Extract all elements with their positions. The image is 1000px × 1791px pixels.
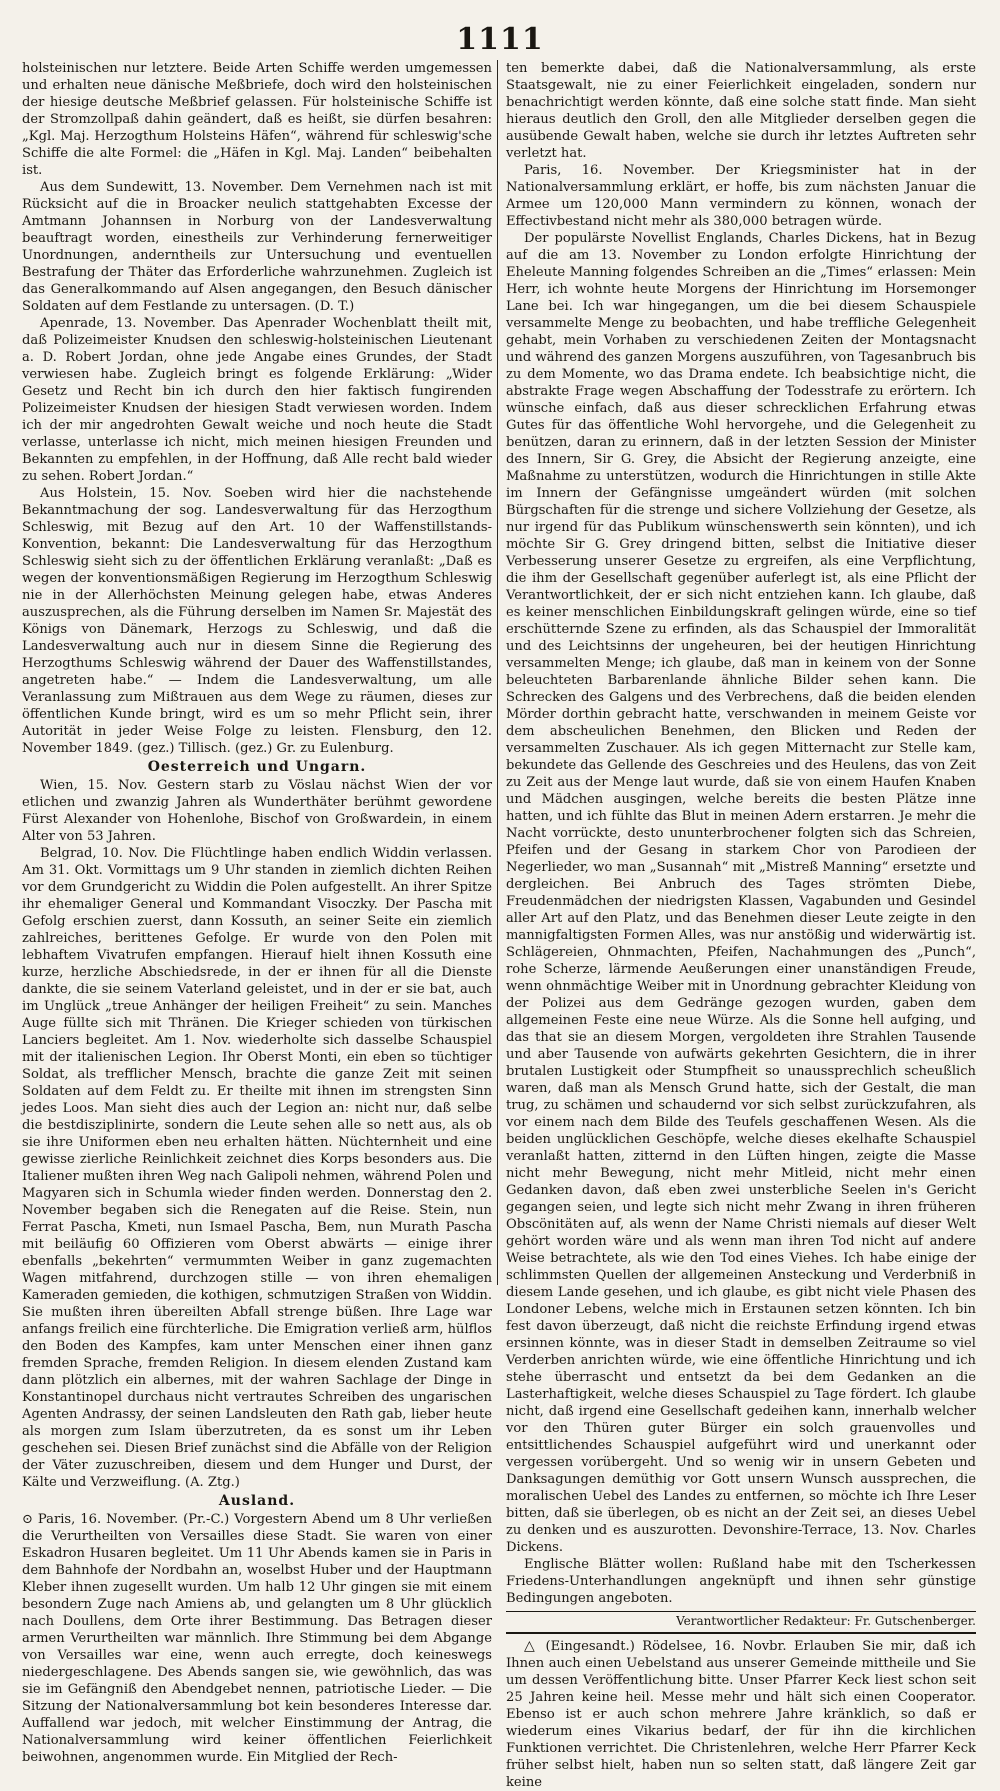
article-paragraph: Paris, 16. November. Der Kriegsminister hat in der Nationalversammlung erklärt, er hoffe, bis zum nächsten Januar die Armee um 120,000 Mann vermindern zu können, wonach der Effectivbestand nicht mehr als 380,000 betragen würde.	[506, 163, 976, 229]
triangle-icon: △	[524, 1638, 539, 1654]
article-paragraph: Der populärste Novellist Englands, Charles Dickens, hat in Bezug auf die am 13. November zu London erfolgte Hinrichtung der Eheleute Manning folgendes Schreiben an die „Times“ erlassen: Mein Herr, ich wohnte heute Morgens der Hinrichtung im Horsemonger Lane bei. Ich war hingegangen, um die bei diesem Schauspiele versammelte Menge zu beobachten, und habe treffliche Gelegenheit gehabt, mein Vorhaben zu verschiedenen Zeiten der Montagsnacht und während des ganzen Morgens auszuführen, von Tagesanbruch bis zu dem Momente, wo das Drama endete. Ich beabsichtige nicht, die abstrakte Frage wegen Abschaffung der Todesstrafe zu erörtern. Ich wünsche einfach, daß aus dieser schrecklichen Erfahrung etwas Gutes für das öffentliche Wohl hervorgehe, und die Gelegenheit zu benützen, daran zu erinnern, daß in der letzten Session der Minister des Innern, Sir G. Grey, die Absicht der Regierung anzeigte, eine Maßnahme zu unterstützen, wodurch die Hinrichtungen in stille Akte im Innern der Gefängnisse umgeändert würden (mit solchen Bürgschaften für die strenge und sichere Vollziehung der Gesetze, als nur irgend für das Publikum wünschenswerth sein könnten), und ich möchte Sir G. Grey dringend bitten, selbst die Initiative dieser Verbesserung unserer Gesetze zu ergreifen, als eine Verpflichtung, die ihm der Gesellschaft gegenüber auferlegt ist, als eine Pflicht der Verantwortlichkeit, der er sich nicht entziehen kann. Ich glaube, daß es keiner menschlichen Einbildungskraft gelingen würde, eine so tief erschütternde Szene zu erfinden, als das Schauspiel der Immoralität und des Leichtsinns der ungeheuren, bei der heutigen Hinrichtung versammelten Menge; ich glaube, daß man in keinem von der Sonne beleuchteten Barbarenlande ähnliche Bilder sehen kann. Die Schrecken des Galgens und des Verbrechens, daß die beiden elenden Mörder dorthin gebracht hatte, verschwanden in meinem Geiste vor dem abscheulichen Benehmen, den Blicken und Reden der versammelten Zuschauer. Als ich gegen Mitternacht zur Stelle kam, bekundete das Gellende des Geschreies und des Heulens, das von Zeit zu Zeit aus der Menge laut wurde, daß sie von einem Haufen Knaben und Mädchen ausgingen, welche bereits die besten Plätze inne hatten, und ich fühlte das Blut in meinen Adern erstarren. Je mehr die Nacht vorrückte, desto ununterbrochener folgten sich das Schreien, Pfeifen und der Gesang in starkem Chor von Parodieen der Negerlieder, wo man „Susannah“ mit „Mistreß Manning“ ersetzte und dergleichen. Bei Anbruch des Tages strömten Diebe, Freudenmädchen der niedrigsten Klassen, Vagabunden und Gesindel aller Art auf den Platz, und das Benehmen dieser Leute zeigte in den mannigfaltigsten Formen Alles, was nur anstößig und widerwärtig ist. Schlägereien, Ohnmachten, Pfeifen, Nachahmungen des „Punch“, rohe Scherze, lärmende Aeußerungen einer unanständigen Freude, wenn ohnmächtige Weiber mit in Unordnung gebrachter Kleidung von der Polizei aus dem Gedränge gezogen wurden, gaben dem allgemeinen Feste eine neue Würze. Als die Sonne hell aufging, und das that sie an diesem Morgen, vergoldeten ihre Strahlen Tausende und aber Tausende von aufwärts gekehrten Gesichtern, die in ihrer brutalen Lustigkeit oder Stumpfheit so unaussprechlich scheußlich waren, daß man als Mensch Grund hatte, sich der Gestalt, die man trug, zu schämen und schaudernd vor sich selbst zurückzufahren, als vor einem nach dem Bilde des Teufels geschaffenen Wesen. Als die beiden unglücklichen Geschöpfe, welche dieses ekelhafte Schauspiel veranlaßt hatten, zitternd in den Lüften hingen, zeigte die Masse nicht mehr Bewegung, nicht mehr Mitleid, nicht mehr einen Gedanken davon, daß eben zwei unsterbliche Seelen in's Gericht gegangen seien, und legte sich nicht mehr Zwang in ihren früheren Obscönitäten auf, als wenn der Name Christi niemals auf dieser Welt gehört worden wäre und als wenn man ihren Tod nicht auf andere Weise betrachtete, als wie den Tod eines Viehes. Ich habe einige der schlimmsten Quellen der allgemeinen Ansteckung und Verderbniß in diesem Lande gesehen, und ich glaube, es gibt nicht viele Phasen des Londoner Lebens, welche mich in Erstaunen setzen könnten. Ich bin fest davon überzeugt, daß nicht die reichste Erfindung irgend etwas ersinnen könnte, was in dieser Stadt in demselben Zeitraume so viel Verderben anrichten würde, wie eine öffentliche Hinrichtung und ich stehe überrascht und entsetzt da bei dem Gedanken an die Lasterhaftigkeit, welche dieses Schauspiel zu Tage fördert. Ich glaube nicht, daß irgend eine Gesellschaft gedeihen kann, innerhalb welcher vor den Thüren guter Bürger ein solch grauenvolles und entsittlichendes Schauspiel aufgeführt wird und unerkannt oder vergessen vorübergeht. Und so wenig wir in unsern Gebeten und Danksagungen demüthig vor Gott unsern Wunsch aussprechen, die moralischen Uebel des Landes zu entfernen, so möchte ich Ihre Leser bitten, daß sie überlegen, ob es nicht an der Zeit sei, an dieses Uebel zu denken und es auszurotten. Devonshire-Terrace, 13. Nov. Charles Dickens.	[506, 231, 976, 1555]
article-text: (Eingesandt.) Rödelsee, 16. Novbr. Erlauben Sie mir, daß ich Ihnen auch einen Uebelstand aus unserer Gemeinde mittheile und Sie um dessen Veröffentlichung bitte. Unser Pfarrer Keck liest schon seit 25 Jahren keine heil. Messe mehr und hält sich einen Cooperator. Ebenso ist er auch schon mehrere Jahre kränklich, so daß er wiederum eines Vikarius bedarf, der für ihn die kirchlichen Funktionen verrichtet. Die Christenlehren, welche Herr Pfarrer Keck früher selbst hielt, haben nun so selten statt, daß längere Zeit gar keine	[506, 1639, 976, 1790]
article-paragraph: Aus dem Sundewitt, 13. November. Dem Vernehmen nach ist mit Rücksicht auf die in Broacker neulich stattgehabten Excesse der Amtmann Johannsen in Norburg von der Landesverwaltung beauftragt worden, einestheils zur Verhinderung fernerweitiger Unordnungen, anderntheils zur Untersuchung und eventuellen Bestrafung der Thäter das Erforderliche wahrzunehmen. Zugleich ist das Generalkommando auf Alsen angegangen, den Besuch dänischer Soldaten auf dem Festlande zu untersagen. (D. T.)	[22, 180, 492, 314]
separator-rule	[506, 1632, 976, 1634]
article-paragraph	[22, 1511, 492, 1766]
article-paragraph: Apenrade, 13. November. Das Apenrader Wochenblatt theilt mit, daß Polizeimeister Knudsen den schleswig-holsteinischen Lieutenant a. D. Robert Jordan, ohne jede Angabe eines Grundes, der Stadt verwiesen habe. Zugleich bringt es folgende Erklärung: „Wider Gesetz und Recht bin ich durch den hier faktisch fungirenden Polizeimeister Knudsen der hiesigen Stadt verwiesen worden. Indem ich der mir angedrohten Gewalt weiche und noch heute die Stadt verlasse, unterlasse ich nicht, mich meinen hiesigen Freunden und Bekannten zu empfehlen, in der Hoffnung, daß Alle recht bald wieder zu sehen. Robert Jordan.“	[22, 316, 492, 484]
column-divider	[497, 60, 498, 1285]
left-column	[22, 60, 493, 1765]
article-paragraph: Englische Blätter wollen: Rußland habe mit den Tscherkessen Friedens-Unterhandlungen angeknüpft und ihnen sehr günstige Bedingungen angeboten.	[506, 1557, 976, 1606]
section-header-ausland: Ausland.	[218, 1493, 296, 1509]
article-paragraph	[506, 1638, 976, 1791]
circle-dot-icon: ⊙	[22, 1512, 33, 1527]
separator-rule	[506, 1611, 976, 1612]
article-paragraph: Aus Holstein, 15. Nov. Soeben wird hier die nachstehende Bekanntmachung der sog. Landesverwaltung für das Herzogthum Schleswig, mit Bezug auf den Art. 10 der Waffenstillstands-Konvention, bekannt: Die Landesverwaltung für das Herzogthum Schleswig sieht sich zu der öffentlichen Erklärung veranlaßt: „Daß es wegen der konventionsmäßigen Regierung im Herzogthum Schleswig nie in der Allerhöchsten Meinung gelegen habe, etwas Anderes auszusprechen, als die Führung derselben im Namen Sr. Majestät des Königs von Dänemark, Herzogs zu Schleswig, und daß die Landesverwaltung auch nur in diesem Sinne die Regierung des Herzogthums Schleswig während der Dauer des Waffenstillstandes, angetreten habe.“ — Indem die Landesverwaltung, um alle Veranlassung zum Mißtrauen aus dem Wege zu räumen, dieses zur öffentlichen Kunde bringt, wird es um so mehr Pflicht sein, ihrer Autorität in jeder Weise Folge zu leisten. Flensburg, den 12. November 1849. (gez.) Tillisch. (gez.) Gr. zu Eulenburg.	[22, 486, 492, 756]
page-number: 1111	[456, 22, 544, 57]
responsible-editor-line: Verantwortlicher Redakteur: Fr. Gutschenberger.	[676, 1614, 976, 1628]
article-paragraph: ten bemerkte dabei, daß die Nationalversammlung, als erste Staatsgewalt, nie zu einer Feierlichkeit eingeladen, sondern nur benachrichtigt werden könnte, daß eine solche statt finde. Man sieht hieraus deutlich den Groll, den alle Mitglieder derselben gegen die ausübende Gewalt haben, welche sie durch ihr letztes Auftreten sehr verletzt hat.	[506, 61, 976, 161]
article-text: Paris, 16. November. (Pr.-C.) Vorgestern Abend um 8 Uhr verließen die Verurtheilten von Versailles diese Stadt. Sie waren von einer Eskadron Husaren begleitet. Um 11 Uhr Abends kamen sie in Paris in dem Bahnhofe der Nordbahn an, woselbst Huber und der Hauptmann Kleber ihnen zugesellt wurden. Um halb 12 Uhr gingen sie mit einem besondern Zuge nach Amiens ab, und gelangten um 8 Uhr glücklich nach Doullens, dem Orte ihrer Bestimmung. Das Betragen dieser armen Verurtheilten war männlich. Ihre Stimmung bei dem Abgange von Versailles war eine, wenn auch erregte, doch keineswegs niedergeschlagene. Des Abends sangen sie, wie gewöhnlich, das was sie im Gefängniß den Abendgebet nennen, patriotische Lieder. — Die Sitzung der Nationalversammlung bot kein besonderes Interesse dar. Auffallend war jedoch, mit welcher Einstimmung der Antrag, die Nationalversammlung wird keiner öffentlichen Feierlichkeit beiwohnen, angenommen wurde. Ein Mitglied der Rech-	[22, 1512, 493, 1765]
article-paragraph: Wien, 15. Nov. Gestern starb zu Vöslau nächst Wien der vor etlichen und zwanzig Jahren als Wunderthäter berühmt gewordene Fürst Alexander von Hohenlohe, Bischof von Großwardein, in einem Alter von 53 Jahren.	[22, 778, 492, 844]
right-column	[506, 60, 976, 1790]
section-header-austria: Oesterreich und Ungarn.	[147, 759, 367, 775]
article-paragraph: Belgrad, 10. Nov. Die Flüchtlinge haben endlich Widdin verlassen. Am 31. Okt. Vormittags um 9 Uhr standen in ziemlich dichten Reihen vor dem Grundgericht zu Widdin die Polen aufgestellt. An ihrer Spitze ihr ehemaliger General und Kommandant Visoczky. Der Pascha mit Gefolg erschien zuerst, dann Kossuth, an seiner Seite ein ziemlich zahlreiches, berittenes Gefolge. Er wurde von den Polen mit lebhaftem Vivatrufen empfangen. Hierauf hielt ihnen Kossuth eine kurze, herzliche Abschiedsrede, in der er ihnen für all die Dienste dankte, die sie seinem Vaterland geleistet, und in der er sie bat, auch im Unglück „treue Anhänger der heiligen Freiheit“ zu sein. Manches Auge füllte sich mit Thränen. Die Krieger schieden von türkischen Lanciers begleitet. Am 1. Nov. wiederholte sich dasselbe Schauspiel mit der italienischen Legion. Ihr Oberst Monti, ein eben so tüchtiger Soldat, als trefflicher Mensch, brachte die ganze Zeit mit seinen Soldaten auf dem Feldt zu. Er theilte mit ihnen im strengsten Sinn jedes Loos. Man sieht dies auch der Legion an: nicht nur, daß selbe die bestdisziplinirte, sondern die Leute sehen alle so nett aus, als ob sie ihre Uniformen eben neu erhalten hätten. Nüchternheit und eine gewisse zierliche Reinlichkeit zeichnet dies Korps besonders aus. Die Italiener mußten ihren Weg nach Galipoli nehmen, während Polen und Magyaren sich in Schumla wieder finden werden. Donnerstag den 2. November begaben sich die Renegaten auf die Reise. Stein, nun Ferrat Pascha, Kmeti, nun Ismael Pascha, Bem, nun Murath Pascha mit beiläufig 60 Offizieren vom Oberst abwärts — einige ihrer ebenfalls „bekehrten“ vermummten Weiber in ganz zugemachten Wagen mitfahrend, durchzogen stille — von ihren ehemaligen Kameraden gemieden, die kothigen, schmutzigen Straßen von Widdin. Sie mußten ihren übereilten Abfall strenge büßen. Ihre Lage war anfangs freilich eine fürchterliche. Die Emigration verließ arm, hülflos den Boden des Kampfes, kam unter Menschen einer ihnen ganz fremden Sprache, fremden Religion. In diesem elenden Zustand kam dann plötzlich ein albernes, mit der wahren Sachlage der Dinge in Konstantinopel durchaus nicht vertrautes Schreiben des ungarischen Agenten Andrassy, der seinen Landsleuten den Rath gab, lieber heute als morgen zum Islam überzutreten, da es sonst um ihr Leben geschehen sei. Diesen Brief zunächst sind die Abfälle von der Religion der Väter zuzuschreiben, diesem und dem Hunger und Durst, der Kälte und Verzweiflung. (A. Ztg.)	[22, 846, 492, 1490]
article-paragraph: holsteinischen nur letztere. Beide Arten Schiffe werden umgemessen und erhalten neue dänische Meßbriefe, doch wird den holsteinischen der hiesige deutsche Meßbrief gelassen. Für holsteinische Schiffe ist der Stromzollpaß dahin geändert, daß es heißt, sie dürfen besahren: „Kgl. Maj. Herzogthum Holsteins Häfen“, während für schleswig'sche Schiffe die alte Formel: die „Häfen in Kgl. Maj. Landen“ beibehalten ist.	[22, 61, 492, 178]
